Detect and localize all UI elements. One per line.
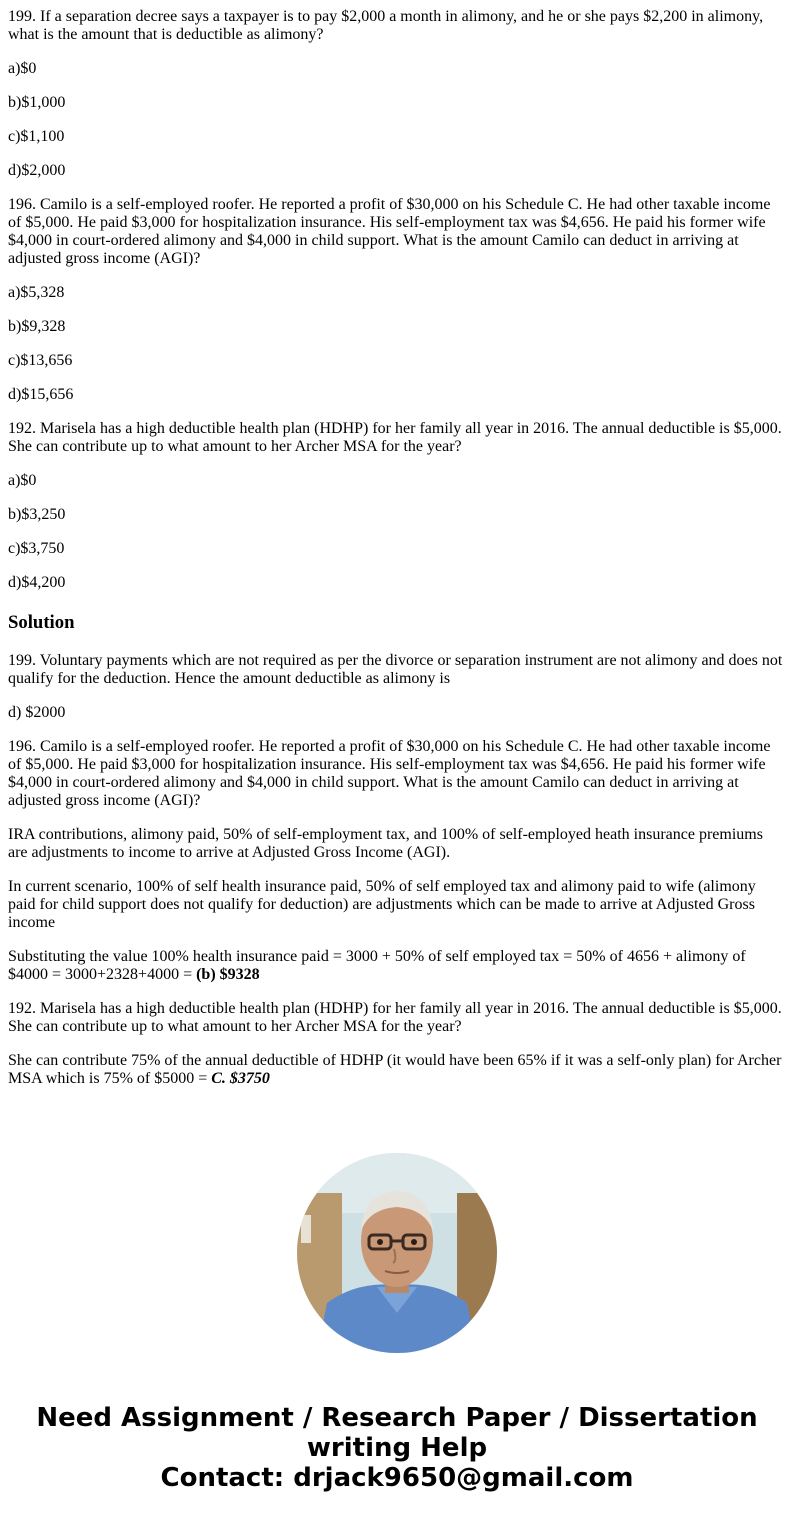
question-192-text: 192. Marisela has a high deductible health plan (HDHP) for her family all year in 2016. The annual deductible is $5,000. She can contribute up to what amount to her Archer MSA for the year? [8, 420, 782, 455]
solution-heading: Solution [8, 612, 75, 633]
solution-196-answer: (b) $9328 [196, 966, 260, 983]
question-192-option-c: c)$3,750 [8, 540, 65, 557]
question-196-option-a: a)$5,328 [8, 284, 65, 301]
solution-196-rule: IRA contributions, alimony paid, 50% of self-employment tax, and 100% of self-employed heath insurance premiums are adjustments to income to arrive at Adjusted Gross Income (AGI). [8, 826, 763, 861]
author-portrait-illustration [297, 1153, 497, 1353]
contact-banner-line-1: Need Assignment / Research Paper / Dissertation [36, 1403, 758, 1433]
question-192-option-a: a)$0 [8, 472, 37, 489]
question-199-option-b: b)$1,000 [8, 94, 66, 111]
solution-192-calculation [8, 1052, 786, 1088]
document-body [8, 8, 786, 1104]
solution-196-calculation [8, 948, 786, 984]
question-199-text: 199. If a separation decree says a taxpayer is to pay $2,000 a month in alimony, and he or she pays $2,200 in alimony, what is the amount that is deductible as alimony? [8, 8, 764, 43]
question-196-text: 196. Camilo is a self-employed roofer. He reported a profit of $30,000 on his Schedule C. He had other taxable income of $5,000. He paid $3,000 for hospitalization insurance. His self-employment tax was $4,656. He paid his former wife $4,000 in court-ordered alimony and $4,000 in child support. What is the amount Camilo can deduct in arriving at adjusted gross income (AGI)? [8, 196, 771, 267]
question-196-option-c: c)$13,656 [8, 352, 73, 369]
solution-192-calculation-text: She can contribute 75% of the annual deductible of HDHP (it would have been 65% if it was a self-only plan) for Archer MSA which is 75% of $5000 = [8, 1052, 782, 1087]
contact-banner-line-3: Contact: drjack9650@gmail.com [160, 1463, 634, 1493]
solution-196-calculation-text: Substituting the value 100% health insurance paid = 3000 + 50% of self employed tax = 50% of 4656 + alimony of $4000 = 3000+2328+4000 = [8, 948, 746, 983]
question-196-option-b: b)$9,328 [8, 318, 66, 335]
solution-192-question: 192. Marisela has a high deductible health plan (HDHP) for her family all year in 2016. The annual deductible is $5,000. She can contribute up to what amount to her Archer MSA for the year? [8, 1000, 782, 1035]
solution-196-scenario: In current scenario, 100% of self health insurance paid, 50% of self employed tax and alimony paid to wife (alimony paid for child support does not qualify for deduction) are adjustments which can be made to arrive at Adjusted Gross income [8, 878, 756, 931]
solution-192-answer: C. $3750 [211, 1070, 270, 1087]
contact-banner-line-2: writing Help [306, 1433, 488, 1463]
question-199-option-c: c)$1,100 [8, 128, 65, 145]
question-192-option-d: d)$4,200 [8, 574, 66, 591]
author-photo [297, 1153, 497, 1353]
question-196-option-d: d)$15,656 [8, 386, 74, 403]
solution-196-question: 196. Camilo is a self-employed roofer. He reported a profit of $30,000 on his Schedule C. He had other taxable income of $5,000. He paid $3,000 for hospitalization insurance. His self-employment tax was $4,656. He paid his former wife $4,000 in court-ordered alimony and $4,000 in child support. What is the amount Camilo can deduct in arriving at adjusted gross income (AGI)? [8, 738, 771, 809]
solution-199-answer: d) $2000 [8, 704, 66, 721]
question-192-option-b: b)$3,250 [8, 506, 66, 523]
question-199-option-d: d)$2,000 [8, 162, 66, 179]
solution-199-explanation: 199. Voluntary payments which are not required as per the divorce or separation instrument are not alimony and does not qualify for the deduction. Hence the amount deductible as alimony is [8, 652, 783, 687]
question-199-option-a: a)$0 [8, 60, 37, 77]
contact-banner [0, 1403, 794, 1493]
